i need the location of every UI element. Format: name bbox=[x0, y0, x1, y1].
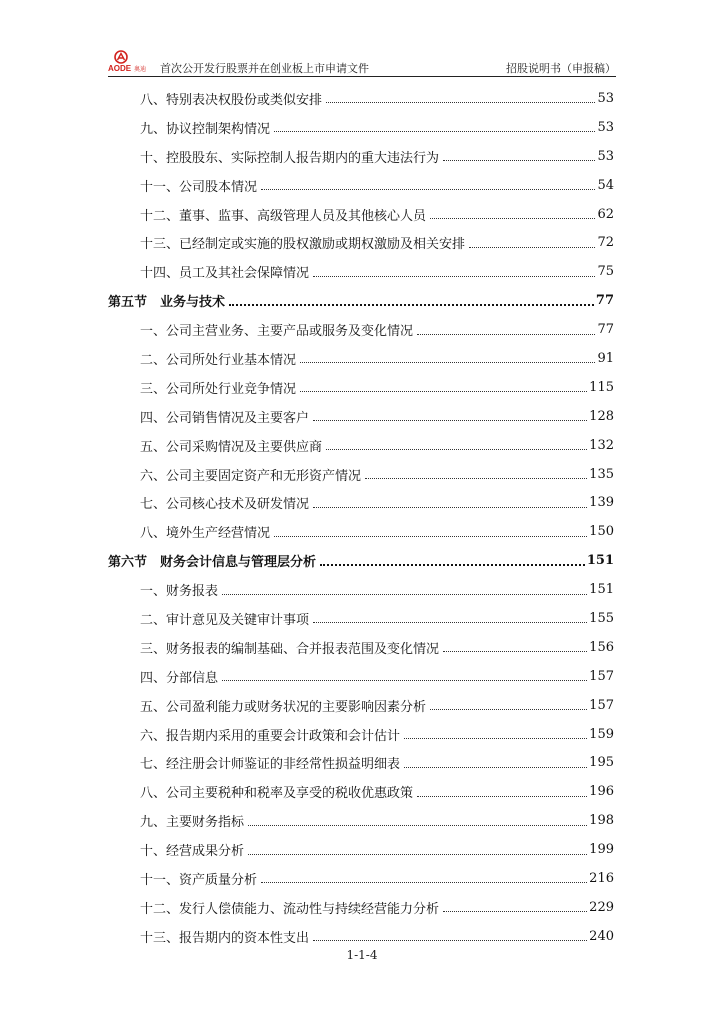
toc-entry-page: 150 bbox=[589, 524, 614, 540]
toc-entry[interactable] bbox=[108, 748, 614, 777]
toc-entry-title: 二、公司所处行业基本情况 bbox=[140, 352, 297, 368]
toc-entry-page: 62 bbox=[597, 206, 614, 222]
toc-entry-title: 二、审计意见及关键审计事项 bbox=[140, 612, 310, 628]
toc-entry-page: 77 bbox=[597, 322, 614, 338]
toc-entry-page: 157 bbox=[589, 697, 614, 713]
page-header bbox=[108, 50, 616, 76]
toc-entry[interactable] bbox=[108, 893, 614, 922]
dot-leader bbox=[326, 101, 595, 103]
toc-entry-page: 157 bbox=[589, 668, 614, 684]
toc-entry-page: 53 bbox=[597, 119, 614, 135]
toc-entry-title: 七、经注册会计师鉴证的非经常性损益明细表 bbox=[140, 757, 401, 773]
toc-entry-title: 五、公司盈利能力或财务状况的主要影响因素分析 bbox=[140, 699, 427, 715]
toc-entry-title: 一、财务报表 bbox=[140, 584, 219, 600]
toc-entry-page: 151 bbox=[589, 582, 614, 598]
toc-entry[interactable] bbox=[108, 373, 614, 402]
toc-entry-title: 七、公司核心技术及研发情况 bbox=[140, 497, 310, 513]
dot-leader bbox=[313, 621, 587, 623]
dot-leader bbox=[222, 593, 587, 595]
toc-entry-title: 十一、公司股本情况 bbox=[140, 179, 258, 195]
dot-leader bbox=[313, 275, 595, 277]
dot-leader bbox=[443, 910, 587, 912]
toc-entry[interactable] bbox=[108, 720, 614, 749]
toc-entry[interactable] bbox=[108, 142, 614, 171]
toc-entry[interactable] bbox=[108, 806, 614, 835]
toc-entry-title: 六、报告期内采用的重要会计政策和会计估计 bbox=[140, 728, 401, 744]
toc-entry-title: 十四、员工及其社会保障情况 bbox=[140, 266, 310, 282]
toc-entry-title: 八、境外生产经营情况 bbox=[140, 526, 271, 542]
dot-leader bbox=[326, 448, 587, 450]
toc-entry-title: 九、协议控制架构情况 bbox=[140, 121, 271, 137]
toc-entry-page: 198 bbox=[589, 813, 614, 829]
dot-leader bbox=[261, 881, 587, 883]
toc-entry-title: 四、公司销售情况及主要客户 bbox=[140, 410, 310, 426]
toc-entry[interactable] bbox=[108, 431, 614, 460]
toc-entry[interactable] bbox=[108, 344, 614, 373]
svg-text:奥迪: 奥迪 bbox=[134, 66, 147, 73]
toc-entry-title: 四、分部信息 bbox=[140, 670, 219, 686]
toc-entry-title: 第五节 业务与技术 bbox=[108, 295, 226, 311]
document-title: 首次公开发行股票并在创业板上市申请文件 bbox=[160, 62, 369, 75]
toc-entry-page: 159 bbox=[589, 726, 614, 742]
toc-entry[interactable] bbox=[108, 460, 614, 489]
toc-entry[interactable] bbox=[108, 662, 614, 691]
dot-leader bbox=[430, 708, 587, 710]
dot-leader bbox=[300, 361, 595, 363]
header-divider bbox=[108, 76, 616, 77]
toc-entry[interactable] bbox=[108, 171, 614, 200]
toc-entry-page: 72 bbox=[597, 235, 614, 251]
dot-leader bbox=[222, 679, 587, 681]
dot-leader bbox=[313, 419, 587, 421]
toc-entry[interactable] bbox=[108, 777, 614, 806]
toc-entry-page: 229 bbox=[589, 899, 614, 915]
toc-entry[interactable] bbox=[108, 488, 614, 517]
toc-entry-title: 十二、发行人偿债能力、流动性与持续经营能力分析 bbox=[140, 901, 440, 917]
toc-entry-title: 三、财务报表的编制基础、合并报表范围及变化情况 bbox=[140, 641, 440, 657]
toc-entry[interactable] bbox=[108, 835, 614, 864]
toc-entry-title: 十二、董事、监事、高级管理人员及其他核心人员 bbox=[140, 208, 427, 224]
toc-entry-page: 240 bbox=[589, 928, 614, 944]
toc-entry-title: 三、公司所处行业竞争情况 bbox=[140, 381, 297, 397]
toc-entry[interactable] bbox=[108, 691, 614, 720]
dot-leader bbox=[404, 766, 587, 768]
toc-entry-title: 五、公司采购情况及主要供应商 bbox=[140, 439, 323, 455]
svg-text:AODE: AODE bbox=[108, 64, 132, 73]
toc-entry-title: 八、公司主要税种和税率及享受的税收优惠政策 bbox=[140, 786, 414, 802]
toc-entry[interactable] bbox=[108, 633, 614, 662]
dot-leader bbox=[443, 650, 587, 652]
dot-leader bbox=[248, 824, 587, 826]
document-type: 招股说明书（申报稿） bbox=[506, 62, 616, 75]
toc-entry-page: 128 bbox=[589, 408, 614, 424]
toc-entry[interactable] bbox=[108, 864, 614, 893]
toc-entry-page: 151 bbox=[586, 553, 614, 569]
toc-entry-page: 75 bbox=[597, 264, 614, 280]
toc-entry[interactable] bbox=[108, 575, 614, 604]
toc-entry[interactable] bbox=[108, 257, 614, 286]
toc-section-heading[interactable] bbox=[108, 286, 614, 315]
dot-leader bbox=[313, 939, 587, 941]
dot-leader bbox=[274, 130, 595, 132]
toc-entry-page: 155 bbox=[589, 610, 614, 626]
dot-leader bbox=[469, 246, 595, 248]
dot-leader bbox=[229, 303, 594, 306]
toc-entry-title: 十三、报告期内的资本性支出 bbox=[140, 930, 310, 946]
toc-entry-page: 199 bbox=[589, 842, 614, 858]
table-of-contents bbox=[108, 84, 614, 951]
toc-entry[interactable] bbox=[108, 315, 614, 344]
toc-entry-title: 一、公司主营业务、主要产品或服务及变化情况 bbox=[140, 324, 414, 340]
page-number: 1-1-4 bbox=[346, 948, 378, 962]
toc-entry-page: 156 bbox=[589, 639, 614, 655]
toc-entry-page: 195 bbox=[589, 755, 614, 771]
dot-leader bbox=[365, 477, 587, 479]
toc-entry[interactable] bbox=[108, 113, 614, 142]
toc-entry-page: 216 bbox=[589, 870, 614, 886]
toc-entry-page: 132 bbox=[589, 437, 614, 453]
toc-entry[interactable] bbox=[108, 228, 614, 257]
toc-entry-title: 八、特别表决权股份或类似安排 bbox=[140, 92, 323, 108]
dot-leader bbox=[313, 506, 587, 508]
toc-entry-page: 115 bbox=[589, 379, 614, 395]
toc-entry-title: 六、公司主要固定资产和无形资产情况 bbox=[140, 468, 362, 484]
dot-leader bbox=[248, 853, 587, 855]
toc-entry-page: 53 bbox=[597, 148, 614, 164]
toc-entry-page: 196 bbox=[589, 784, 614, 800]
toc-entry-page: 77 bbox=[595, 293, 614, 309]
company-logo bbox=[108, 50, 154, 74]
toc-entry-title: 十三、已经制定或实施的股权激励或期权激励及相关安排 bbox=[140, 237, 466, 253]
toc-entry-title: 十、经营成果分析 bbox=[140, 844, 245, 860]
toc-entry[interactable] bbox=[108, 200, 614, 229]
toc-entry-title: 第六节 财务会计信息与管理层分析 bbox=[108, 555, 317, 571]
dot-leader bbox=[404, 737, 587, 739]
dot-leader bbox=[300, 390, 587, 392]
toc-entry-title: 十一、资产质量分析 bbox=[140, 872, 258, 888]
toc-entry-page: 91 bbox=[597, 350, 614, 366]
toc-entry[interactable] bbox=[108, 402, 614, 431]
toc-entry-page: 54 bbox=[597, 177, 614, 193]
toc-entry-page: 135 bbox=[589, 466, 614, 482]
toc-entry-title: 十、控股股东、实际控制人报告期内的重大违法行为 bbox=[140, 150, 440, 166]
toc-section-heading[interactable] bbox=[108, 546, 614, 575]
toc-entry[interactable] bbox=[108, 604, 614, 633]
dot-leader bbox=[417, 333, 595, 335]
toc-entry[interactable] bbox=[108, 517, 614, 546]
dot-leader bbox=[320, 563, 585, 566]
toc-entry-page: 53 bbox=[597, 90, 614, 106]
toc-entry-title: 九、主要财务指标 bbox=[140, 815, 245, 831]
toc-entry-page: 139 bbox=[589, 495, 614, 511]
dot-leader bbox=[430, 217, 595, 219]
dot-leader bbox=[274, 535, 587, 537]
dot-leader bbox=[417, 795, 587, 797]
dot-leader bbox=[443, 159, 595, 161]
dot-leader bbox=[261, 188, 595, 190]
toc-entry[interactable] bbox=[108, 922, 614, 951]
toc-entry[interactable] bbox=[108, 84, 614, 113]
